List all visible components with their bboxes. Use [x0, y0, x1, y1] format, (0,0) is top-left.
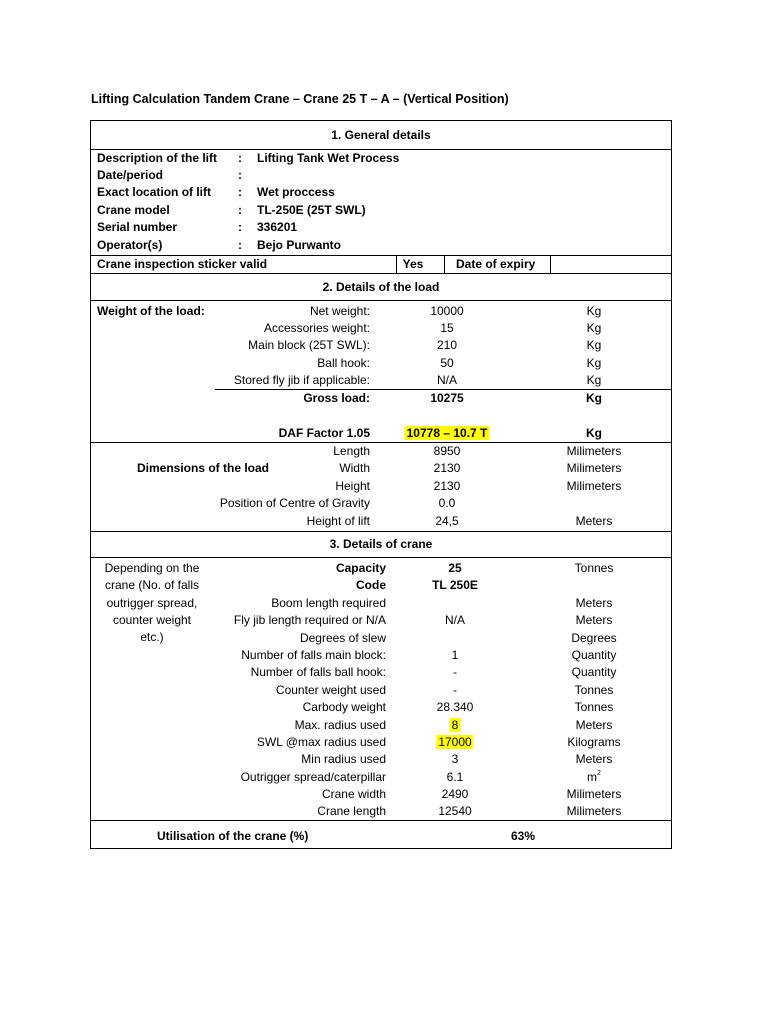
crane-unit: Kilograms — [567, 735, 621, 749]
crane-row-label: Carbody weight — [302, 700, 386, 714]
daf-factor-label: DAF Factor 1.05 — [278, 426, 370, 440]
note-line: counter weight — [112, 612, 192, 627]
dimension-label: Height of lift — [306, 514, 370, 528]
dimension-label: Height — [335, 479, 370, 493]
crane-unit: Tonnes — [574, 561, 614, 575]
crane-dependency-note — [105, 560, 200, 646]
crane-row-label: Min radius used — [301, 752, 386, 766]
crane-row-value: 12540 — [438, 804, 472, 818]
divider — [90, 531, 672, 532]
crane-unit: Meters — [575, 596, 613, 610]
general-label: Crane model — [97, 203, 170, 217]
dimension-value: 2130 — [433, 461, 461, 475]
colon: : — [238, 168, 242, 182]
dimension-unit: Milimeters — [566, 444, 622, 458]
dimension-label: Length — [333, 444, 370, 458]
note-line: Depending on the — [104, 561, 200, 575]
section-general-details-heading: 1. General details — [331, 128, 431, 142]
general-label: Serial number — [97, 220, 178, 234]
crane-row-value: 1 — [451, 648, 459, 662]
crane-row-value: 6.1 — [446, 770, 464, 784]
dimension-unit: Milimeters — [566, 479, 622, 493]
crane-row-label: Boom length required — [271, 596, 386, 610]
divider — [90, 557, 672, 558]
dimension-value: 24,5 — [435, 514, 459, 528]
colon: : — [238, 238, 242, 252]
colon: : — [238, 185, 242, 199]
crane-unit: Quantity — [571, 665, 617, 679]
crane-capacity-label: Capacity — [335, 561, 386, 575]
colon: : — [238, 220, 242, 234]
expiry-label: Date of expiry — [456, 257, 536, 271]
dimension-value: 2130 — [433, 479, 461, 493]
weight-label: Stored fly jib if applicable: — [233, 373, 370, 387]
weight-label: Net weight: — [309, 304, 370, 318]
divider — [90, 300, 672, 301]
crane-row-label: Number of falls main block: — [241, 648, 386, 662]
dimension-label: Width — [339, 461, 370, 475]
weight-value: 210 — [436, 338, 458, 352]
crane-capacity-value: 25 — [448, 561, 462, 575]
weight-unit: Kg — [586, 321, 602, 335]
crane-row-value: 2490 — [441, 787, 469, 801]
divider — [550, 255, 551, 273]
weight-value: N/A — [436, 373, 458, 387]
crane-unit: Meters — [575, 613, 613, 627]
crane-row-label: Fly jib length required or N/A — [233, 613, 386, 627]
weight-unit: Kg — [586, 373, 602, 387]
weight-value: 15 — [440, 321, 454, 335]
unit-superscript: 2 — [597, 770, 601, 777]
general-value: Lifting Tank Wet Process — [257, 151, 400, 165]
crane-row-value — [450, 717, 461, 734]
divider — [90, 820, 672, 821]
weight-unit: Kg — [586, 304, 602, 318]
utilisation-label: Utilisation of the crane (%) — [157, 829, 309, 843]
weight-value: 10000 — [430, 304, 464, 318]
weight-of-load-label: Weight of the load: — [97, 304, 205, 318]
note-line: etc.) — [140, 630, 164, 645]
note-line: crane (No. of falls — [104, 578, 200, 593]
weight-value: 50 — [440, 356, 454, 370]
crane-row-label: Number of falls ball hook: — [250, 665, 386, 679]
crane-unit: Tonnes — [574, 700, 614, 714]
crane-row-label: Outrigger spread/caterpillar — [240, 770, 386, 784]
crane-row-label: Crane width — [321, 787, 386, 801]
highlight: 8 — [451, 718, 459, 732]
crane-row-value: 3 — [451, 752, 459, 766]
crane-row-value: - — [453, 683, 457, 697]
crane-row-label: Max. radius used — [294, 718, 386, 732]
general-value: TL-250E (25T SWL) — [257, 203, 366, 217]
crane-unit: Meters — [575, 752, 613, 766]
crane-row-label: Crane length — [317, 804, 386, 818]
colon: : — [238, 151, 242, 165]
crane-code-label: Code — [356, 578, 386, 592]
dimension-value: 8950 — [433, 444, 461, 458]
dimension-unit: Meters — [575, 514, 613, 528]
general-value: Wet proccess — [257, 185, 335, 199]
gross-load-label: Gross load: — [303, 391, 370, 405]
utilisation-value: 63% — [510, 829, 536, 843]
dimensions-of-load-label: Dimensions of the load — [137, 461, 270, 475]
sticker-value: Yes — [402, 257, 424, 271]
dimension-label: Position of Centre of Gravity — [219, 496, 370, 510]
sticker-label: Crane inspection sticker valid — [97, 257, 268, 271]
gross-load-value: 10275 — [430, 391, 464, 405]
dimension-unit: Milimeters — [566, 461, 622, 475]
weight-label: Accessories weight: — [263, 321, 370, 335]
crane-unit: Degrees — [571, 631, 617, 645]
daf-factor-unit: Kg — [586, 426, 602, 440]
crane-code-value: TL 250E — [432, 578, 478, 592]
crane-row-label: Counter weight used — [275, 683, 386, 697]
crane-unit: Meters — [575, 718, 613, 732]
crane-row-value — [436, 734, 473, 751]
weight-label: Ball hook: — [317, 356, 370, 370]
daf-factor-value — [405, 425, 490, 442]
crane-row-value: - — [453, 665, 457, 679]
divider — [90, 273, 672, 274]
crane-unit: Tonnes — [574, 683, 614, 697]
page-title: Lifting Calculation Tandem Crane – Crane 25 T – A – (Vertical Position) — [91, 92, 509, 106]
general-label: Description of the lift — [97, 151, 217, 165]
crane-row-label: Degrees of slew — [299, 631, 386, 645]
crane-unit — [587, 769, 601, 786]
crane-row-value: N/A — [444, 613, 466, 627]
crane-unit: Milimeters — [566, 787, 622, 801]
crane-unit: Quantity — [571, 648, 617, 662]
highlight: 17000 — [438, 735, 472, 749]
colon: : — [238, 203, 242, 217]
weight-unit: Kg — [586, 338, 602, 352]
section-crane-details-heading: 3. Details of crane — [329, 537, 433, 551]
note-line: outrigger spread, — [106, 595, 198, 610]
weight-unit: Kg — [586, 356, 602, 370]
divider — [444, 255, 445, 273]
general-value: Bejo Purwanto — [257, 238, 342, 252]
dimension-value: 0.0 — [438, 496, 456, 510]
weight-label: Main block (25T SWL): — [248, 338, 370, 352]
highlight: 10778 – 10.7 T — [406, 426, 488, 440]
general-label: Date/period — [97, 168, 164, 182]
divider — [396, 255, 397, 273]
general-value: 336201 — [257, 220, 298, 234]
unit-text: m — [587, 770, 598, 784]
gross-load-unit: Kg — [586, 391, 602, 405]
general-label: Exact location of lift — [97, 185, 212, 199]
section-load-details-heading: 2. Details of the load — [322, 280, 440, 294]
crane-unit: Milimeters — [566, 804, 622, 818]
crane-row-label: SWL @max radius used — [256, 735, 386, 749]
crane-row-value: 28.340 — [436, 700, 474, 714]
general-label: Operator(s) — [97, 238, 163, 252]
